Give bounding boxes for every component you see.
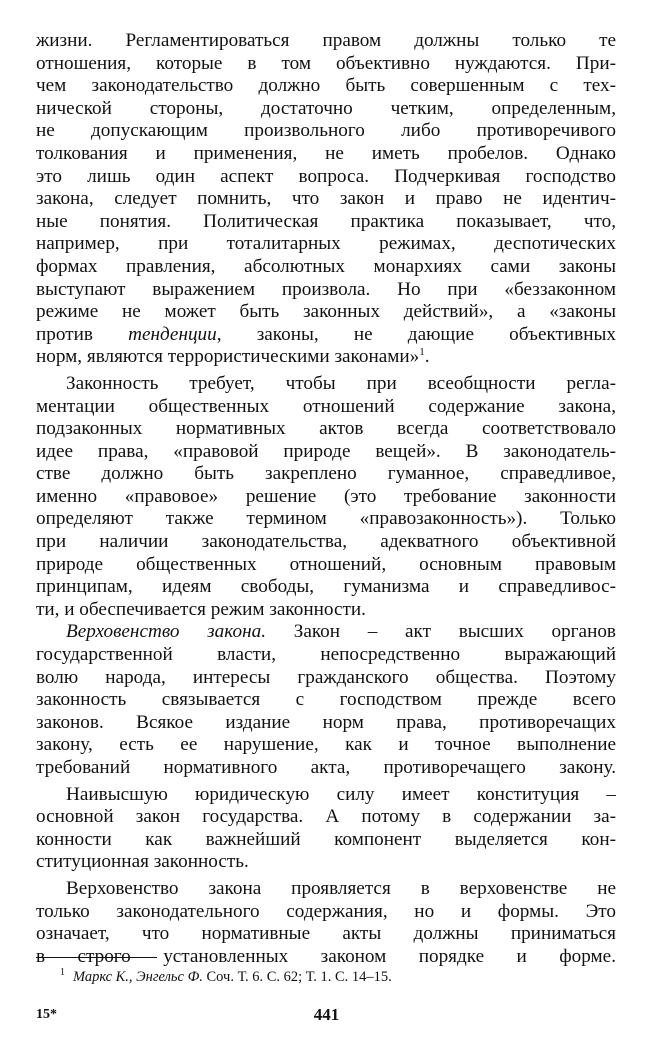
text-line: формах правления, абсолютных монархиях сами законы: [36, 255, 616, 277]
footnote: [60, 969, 392, 986]
text-line: закону, есть ее нарушение, как и точное выполнение: [36, 734, 616, 756]
text-line: только законодательного содержания, но и формы. Это: [36, 900, 616, 922]
text-line: идее права, «правовой природе вещей». В законодатель-: [36, 440, 616, 462]
text-line: это лишь один аспект вопроса. Подчеркивая господство: [36, 165, 616, 187]
text-line: Наивысшую юридическую силу имеет конституция –: [66, 783, 616, 805]
text-line: Законность требует, чтобы при всеобщности регла-: [66, 372, 616, 394]
footnote-divider: [36, 957, 157, 958]
footnote-authors: Маркс К., Энгельс Ф.: [73, 969, 203, 985]
text-line: ти, и обеспечивается режим законности.: [36, 598, 366, 620]
text-line: нической стороны, достаточно четким, определенным,: [36, 97, 616, 119]
text-line: закона, следует помнить, что закон и право не идентич-: [36, 188, 616, 210]
text-line: требований нормативного акта, противоречащего закону.: [36, 757, 616, 778]
page-body: [36, 30, 616, 968]
text-line: выступают выражением произвола. Но при «беззаконном: [36, 278, 616, 300]
text-line: режиме не может быть законных действий», а «законы: [36, 301, 616, 323]
text-line: законность связывается с господством прежде всего: [36, 689, 616, 711]
text-line: [36, 621, 616, 644]
text-line: именно «правовое» решение (это требование законности: [36, 485, 616, 507]
text-line: [36, 324, 616, 347]
text-line: [36, 346, 616, 369]
text-line: ституционная законность.: [36, 851, 249, 873]
text-line: природе общественных отношений, основным правовым: [36, 553, 616, 575]
text-line: определяют также термином «правозаконность»). Только: [36, 508, 616, 530]
text-line: государственной власти, непосредственно выражающий: [36, 644, 616, 666]
page-number: 441: [313, 1005, 340, 1024]
text-line: отношения, которые в том объективно нуждаются. При-: [36, 52, 616, 74]
text-run: Закон – акт высших органов: [266, 621, 616, 643]
section-run-in-heading: Верховенство закона.: [66, 621, 267, 643]
text-line: ные понятия. Политическая практика показывает, что,: [36, 210, 616, 232]
text-line: при наличии законодательства, адекватного объективной: [36, 531, 616, 553]
text-run: , законы, не дающие объективных: [216, 323, 616, 345]
text-line: подзаконных нормативных актов всегда соответствовало: [36, 418, 616, 440]
text-line: законов. Всякое издание норм права, противоречащих: [36, 711, 616, 733]
text-run: против: [36, 323, 129, 345]
text-line: ментации общественных отношений содержание закона,: [36, 395, 616, 417]
text-line: означает, что нормативные акты должны приниматься: [36, 923, 616, 945]
text-run: .: [424, 346, 430, 368]
text-line: принципам, идеям свободы, гуманизма и справедливос-: [36, 576, 616, 598]
printer-signature-mark: 15*: [36, 1007, 57, 1022]
footnote-mark: 1: [60, 967, 65, 978]
text-line: не допускающим произвольного либо противоречивого: [36, 120, 616, 142]
text-line: Верховенство закона проявляется в верховенстве не: [66, 877, 616, 899]
footnote-reference: 1: [419, 346, 425, 359]
text-run: норм, являются террористическими законами»: [36, 346, 420, 368]
footnote-citation: Соч. Т. 6. С. 62; Т. 1. С. 14–15.: [202, 969, 392, 985]
text-line: жизни. Регламентироваться правом должны только те: [36, 30, 616, 51]
italic-term: тенденции: [128, 323, 217, 345]
text-line: в строго установленных законом порядке и форме.: [36, 945, 616, 967]
text-line: толкования и применения, не иметь пробелов. Однако: [36, 142, 616, 164]
text-line: стве должно быть закреплено гуманное, справедливое,: [36, 463, 616, 485]
text-line: чем законодательство должно быть совершенным с тех-: [36, 75, 616, 97]
text-line: конности как важнейший компонент выделяется кон-: [36, 828, 616, 850]
text-line: например, при тоталитарных режимах, деспотических: [36, 233, 616, 255]
text-line: волю народа, интересы гражданского общества. Поэтому: [36, 666, 616, 688]
text-line: основной закон государства. А потому в содержании за-: [36, 806, 616, 828]
